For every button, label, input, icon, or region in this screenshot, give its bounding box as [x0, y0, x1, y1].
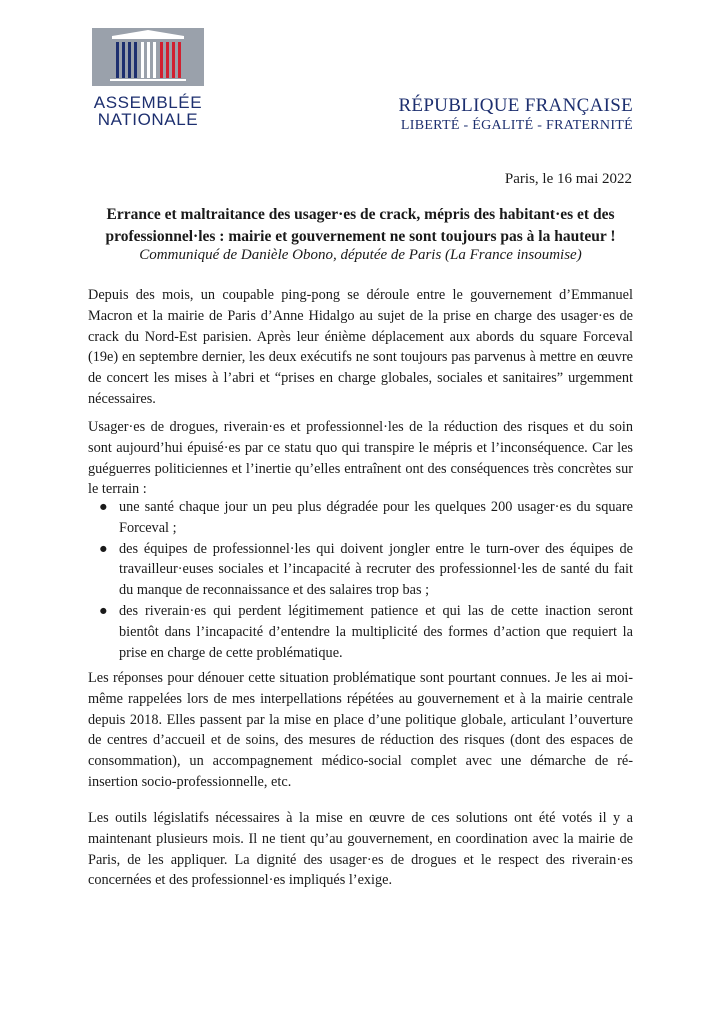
bullet-icon: ●: [99, 540, 108, 557]
list-item-text: des riverain·es qui perdent légitimement patience et qui las de cette inaction seront bientôt dans l’incapacité d’entendre la multiplicité des formes d’action que requiert la prise en charge de cette problématique.: [119, 602, 633, 661]
hemicycle-emblem-graphic: [92, 28, 204, 86]
assemblee-nationale-logo: [92, 28, 204, 128]
document-date: Paris, le 16 mai 2022: [504, 171, 632, 187]
paragraph-4: Les outils législatifs nécessaires à la mise en œuvre de ces solutions ont été votés il y a maintenant plusieurs mois. Il ne tient qu’au gouvernement, en coordination avec la mairie de Paris, de les appliquer. La dignité des usager·es de drogues et le respect des riverain·es concernées et des professionnel·es impliqués l’exige.: [88, 810, 633, 889]
republic-header: [398, 95, 633, 134]
logo-line-1: ASSEMBLÉE: [93, 93, 203, 112]
consequences-list: [88, 497, 633, 663]
list-item-text: une santé chaque jour un peu plus dégradée pour les quelques 200 usager·es du square Forceval ;: [119, 499, 633, 536]
paragraph-2: Usager·es de drogues, riverain·es et professionnel·les de la réduction des risques et du soin sont aujourd’hui épuisé·es par ce statu quo qui transpire le mépris et l’inconséquence. Car les guéguerres politiciennes et l’inertie qu’elles entraînent ont des conséquences très concrètes sur le terrain :: [88, 419, 633, 498]
paragraph-3: Les réponses pour dénouer cette situation problématique sont pourtant connues. Je les ai moi-même rappelées lors de mes interpellations répétées au gouvernement et à la mairie centrale depuis 2018. Elles passent par la mise en place d’une politique globale, articulant l’ouverture de centres d’accueil et de soins, des mesures de réduction des risques (dont des espaces de consommation), un accompagnement médico-social complet avec une démarche de ré-insertion socio-professionnelle, etc.: [88, 670, 633, 790]
republic-name: RÉPUBLIQUE FRANÇAISE: [398, 95, 633, 116]
republic-motto: LIBERTÉ - ÉGALITÉ - FRATERNITÉ: [400, 118, 633, 133]
list-item: [88, 497, 633, 539]
list-item: [88, 601, 633, 663]
hemicycle-emblem-icon: [92, 28, 204, 86]
press-release-title: Errance et maltraitance des usager·es de crack, mépris des habitant·es et des professionnel·les : mairie et gouvernement ne sont toujours pas à la hauteur !: [105, 206, 616, 245]
paragraph-1: Depuis des mois, un coupable ping-pong se déroule entre le gouvernement d’Emmanuel Macron et la mairie de Paris d’Anne Hidalgo au sujet de la prise en charge des usager·es de crack du Nord-Est parisien. Après leur énième déplacement aux abords du square Forceval (19e) en septembre dernier, les deux exécutifs ne sont toujours pas parvenus à mettre en œuvre de concert les mises à l’abri et “prises en charge globales, sociales et sanitaires” urgemment nécessaires.: [88, 287, 633, 407]
bullet-icon: ●: [99, 602, 108, 619]
logo-line-2: NATIONALE: [97, 110, 199, 129]
bullet-icon: ●: [99, 499, 108, 515]
press-release-subtitle: Communiqué de Danièle Obono, députée de Paris (La France insoumise): [139, 247, 582, 263]
list-item: [88, 539, 633, 601]
list-item-text: des équipes de professionnel·les qui doivent jongler entre le turn-over des équipes de travailleur·euses sociales et l’incapacité à recruter des professionnel·les de santé du fait du manque de reconnaissance et des salaires trop bas ;: [119, 540, 633, 599]
